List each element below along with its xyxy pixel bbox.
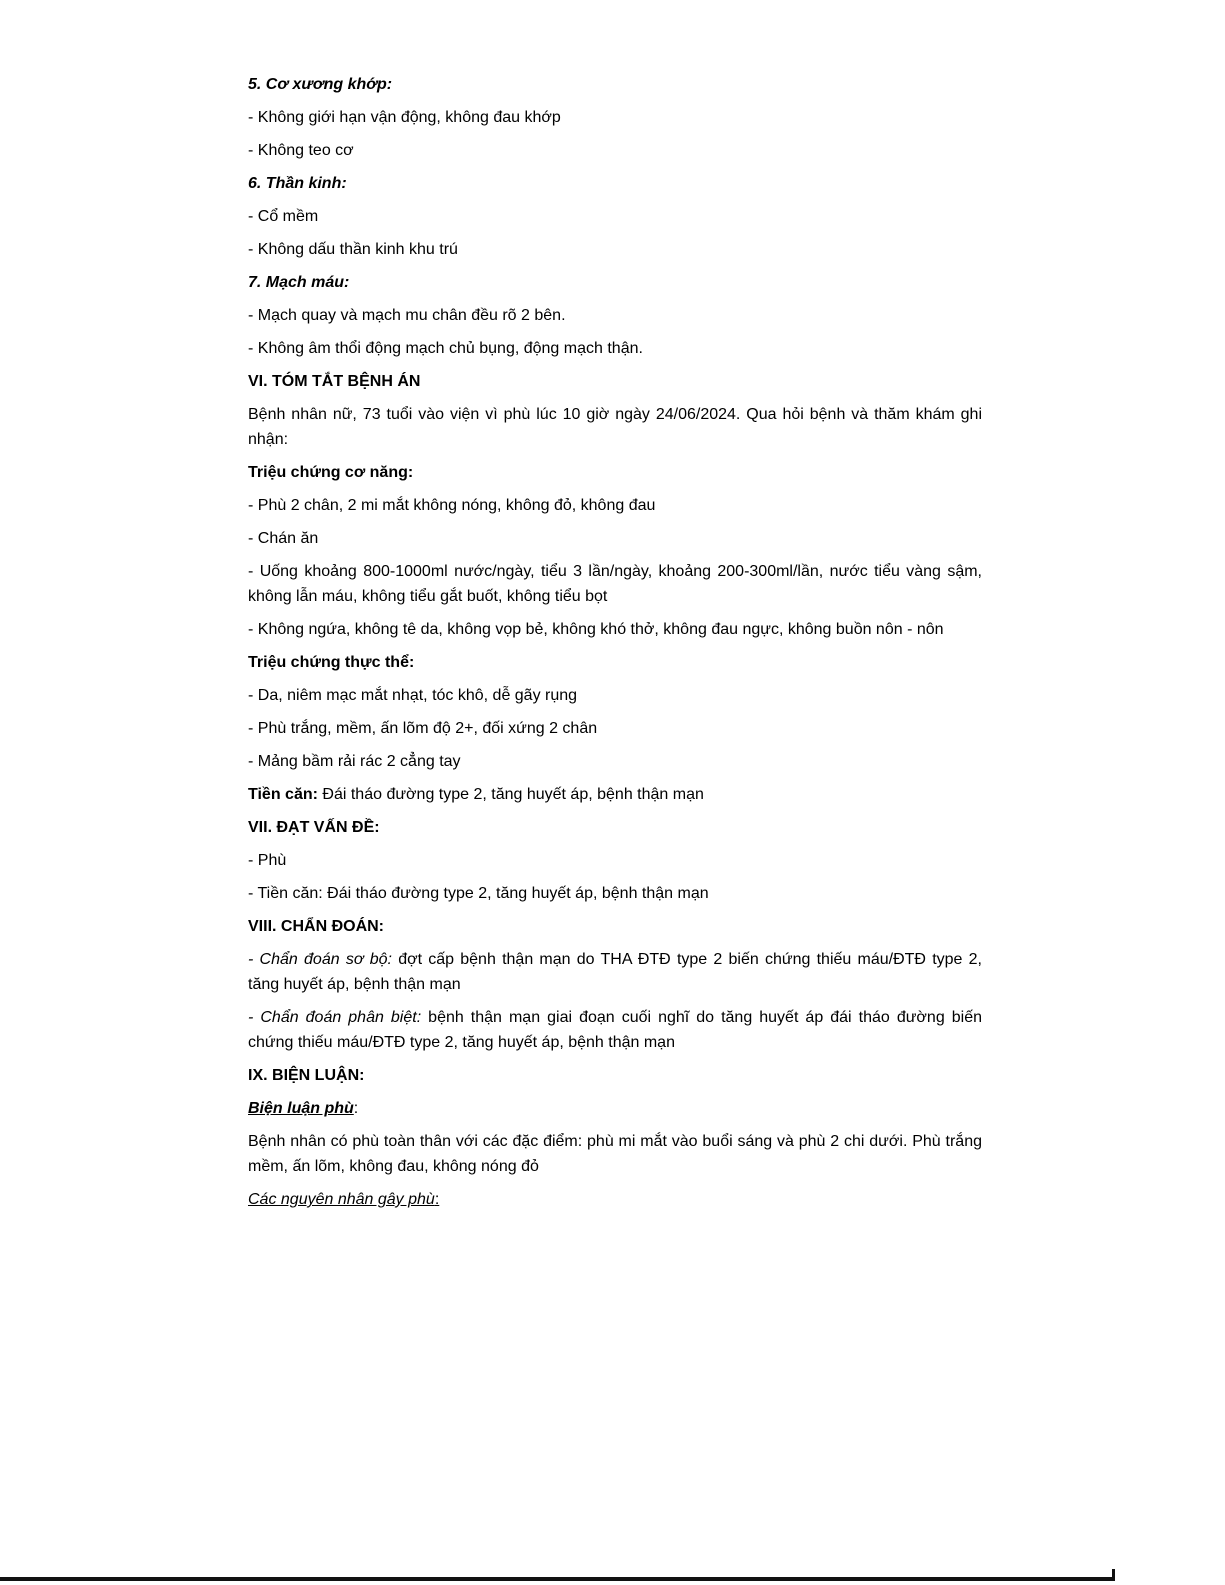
medical-history-text: Đái tháo đường type 2, tăng huyết áp, bệnh thận mạn	[317, 786, 704, 803]
edema-causes-heading-line	[248, 1187, 982, 1212]
subheading-functional-symptoms: Triệu chứng cơ năng:	[248, 464, 414, 481]
symptom-item: - Da, niêm mạc mắt nhạt, tóc khô, dễ gãy rụng	[248, 687, 578, 704]
edema-discussion-paragraph: Bệnh nhân có phù toàn thân với các đặc điểm: phù mi mắt vào buổi sáng và phù 2 chi dưới. Phù trắng mềm, ấn lõm, không đau, không nóng đỏ	[248, 1133, 982, 1175]
section-heading-musculoskeletal: 5. Cơ xương khớp:	[248, 76, 393, 93]
finding-item: - Mạch quay và mạch mu chân đều rõ 2 bên.	[248, 307, 566, 324]
finding-item: - Không âm thổi động mạch chủ bụng, động mạch thận.	[248, 340, 643, 357]
differential-diagnosis-text: bệnh thận mạn giai đoạn cuối nghĩ do tăng huyết áp đái tháo đường biến chứng thiếu máu/ĐTĐ type 2, tăng huyết áp, bệnh thận mạn	[248, 1009, 982, 1051]
preliminary-diagnosis-label: - Chẩn đoán sơ bộ:	[248, 951, 392, 968]
preliminary-diagnosis-text: đợt cấp bệnh thận mạn do THA ĐTĐ type 2 biến chứng thiếu máu/ĐTĐ type 2, tăng huyết áp, bệnh thận mạn	[248, 951, 982, 993]
edema-causes-heading: Các nguyên nhân gây phù	[248, 1191, 435, 1208]
symptom-item: - Không ngứa, không tê da, không vọp bẻ, không khó thở, không đau ngực, không buồn nôn - nôn	[248, 621, 944, 638]
medical-record-page	[248, 72, 982, 1220]
symptom-item: - Phù trắng, mềm, ấn lõm độ 2+, đối xứng 2 chân	[248, 720, 598, 737]
finding-item: - Không giới hạn vận động, không đau khớp	[248, 109, 561, 126]
edema-discussion-heading-colon: :	[353, 1100, 359, 1117]
medical-history-line	[248, 782, 982, 807]
section-heading-summary: VI. TÓM TẮT BỆNH ÁN	[248, 373, 421, 390]
medical-history-label: Tiền căn:	[248, 786, 318, 803]
preliminary-diagnosis-paragraph	[248, 947, 982, 997]
symptom-item: - Phù 2 chân, 2 mi mắt không nóng, không đỏ, không đau	[248, 497, 656, 514]
symptom-item: - Uống khoảng 800-1000ml nước/ngày, tiểu 3 lần/ngày, khoảng 200-300ml/lần, nước tiểu vàng sậm, không lẫn máu, không tiểu gắt buốt, không tiểu bọt	[248, 563, 982, 605]
section-heading-diagnosis: VIII. CHẨN ĐOÁN:	[248, 918, 384, 935]
finding-item: - Không dấu thần kinh khu trú	[248, 241, 458, 258]
subheading-physical-symptoms: Triệu chứng thực thể:	[248, 654, 415, 671]
problem-item: - Phù	[248, 852, 287, 869]
edema-discussion-heading: Biện luận phù	[248, 1100, 354, 1117]
symptom-item: - Chán ăn	[248, 530, 319, 547]
summary-intro-paragraph: Bệnh nhân nữ, 73 tuổi vào viện vì phù lúc 10 giờ ngày 24/06/2024. Qua hỏi bệnh và thăm khám ghi nhận:	[248, 406, 982, 448]
finding-item: - Không teo cơ	[248, 142, 354, 159]
differential-diagnosis-paragraph	[248, 1005, 982, 1055]
section-heading-problem-statement: VII. ĐẠT VẤN ĐỀ:	[248, 819, 380, 836]
section-heading-vascular: 7. Mạch máu:	[248, 274, 350, 291]
edema-discussion-heading-line	[248, 1096, 982, 1121]
problem-item: - Tiền căn: Đái tháo đường type 2, tăng huyết áp, bệnh thận mạn	[248, 885, 709, 902]
section-heading-discussion: IX. BIỆN LUẬN:	[248, 1067, 365, 1084]
symptom-item: - Mảng bầm rải rác 2 cẳng tay	[248, 753, 461, 770]
edema-causes-heading-colon: :	[434, 1191, 440, 1208]
section-heading-neurological: 6. Thần kinh:	[248, 175, 347, 192]
differential-diagnosis-label: - Chẩn đoán phân biệt:	[248, 1009, 422, 1026]
page-bottom-rule	[0, 1577, 1115, 1581]
finding-item: - Cổ mềm	[248, 208, 319, 225]
page-bottom-rule-tick	[1112, 1569, 1115, 1581]
